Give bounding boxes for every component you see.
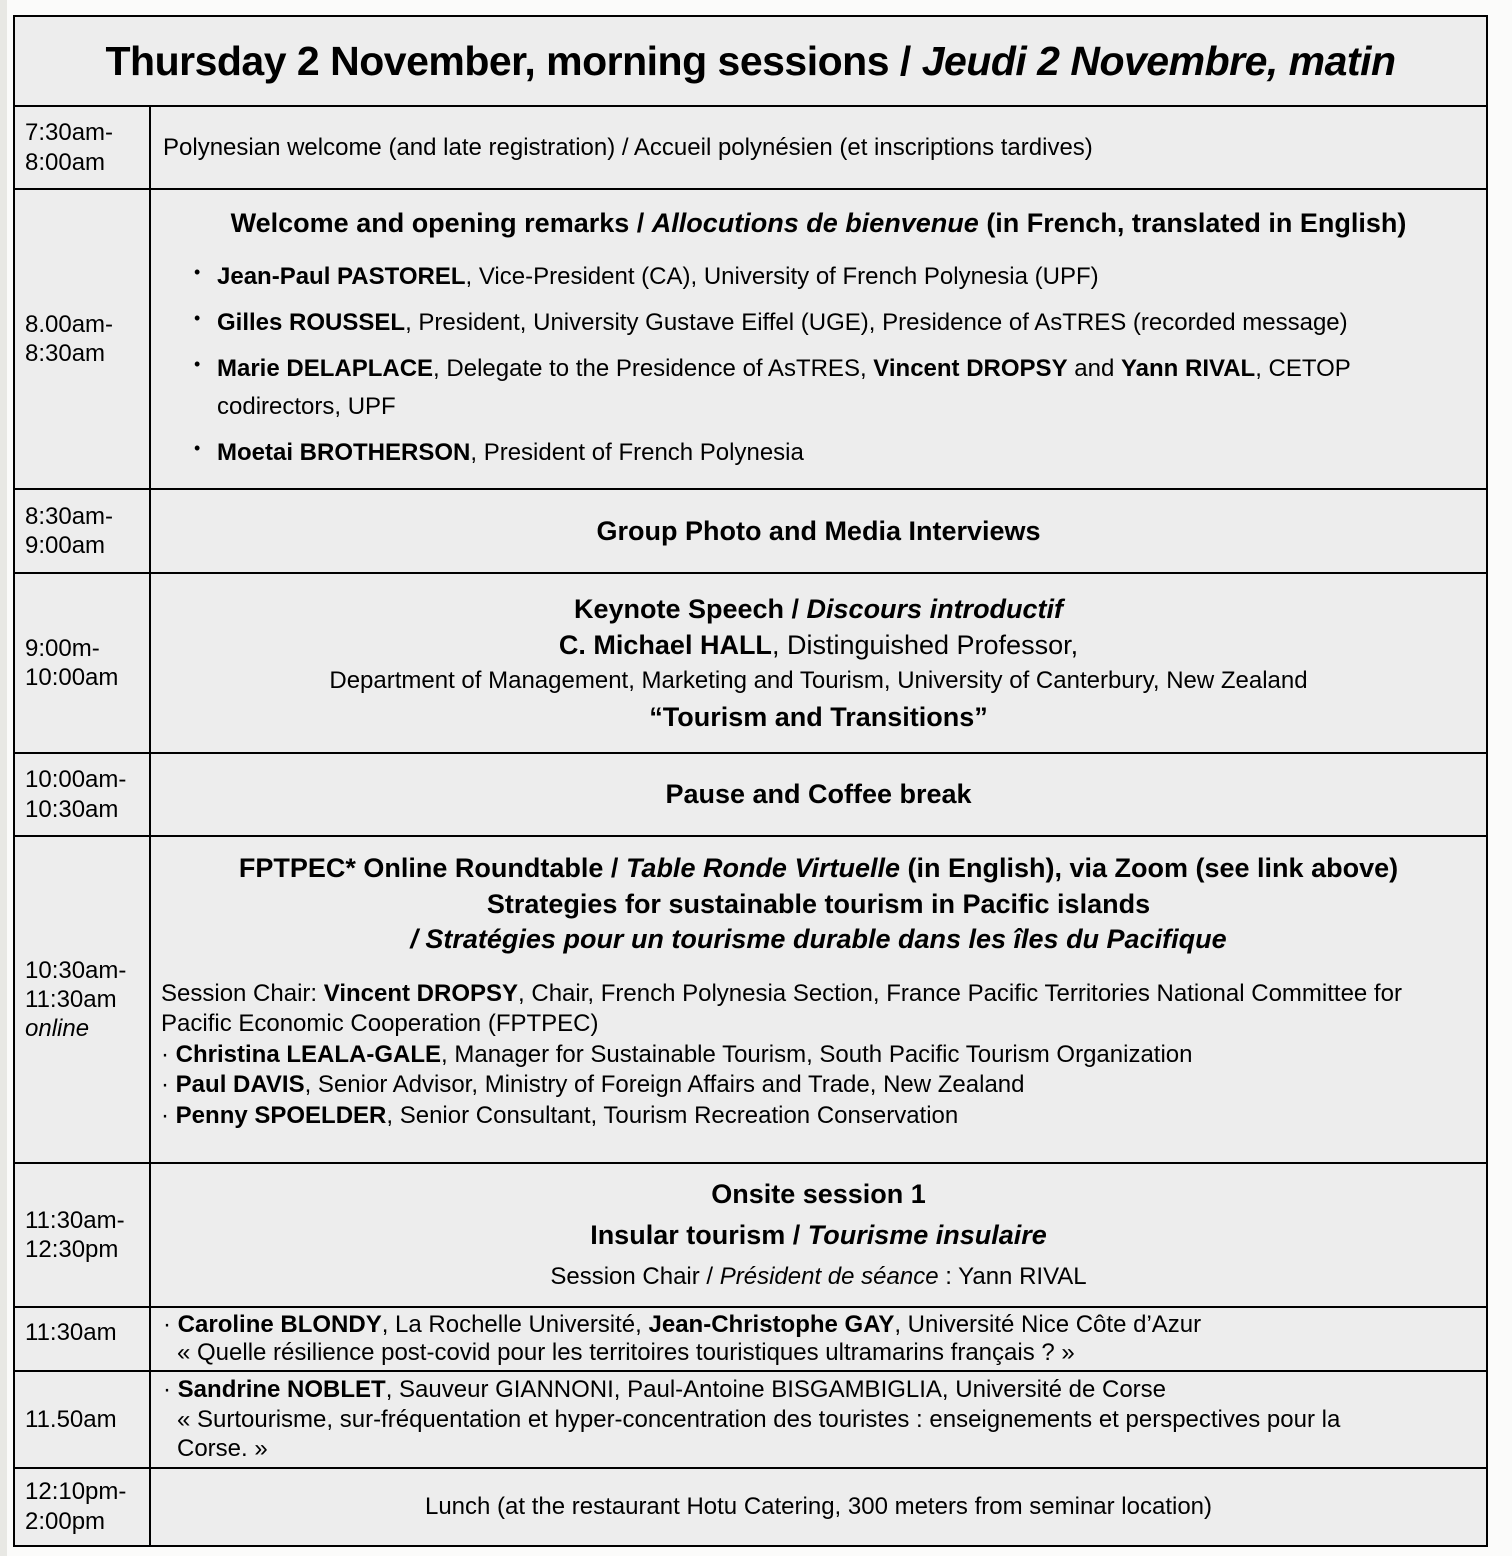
speaker-role: , Vice-President (CA), University of French Polynesia (UPF): [465, 263, 1099, 291]
time-line: 11.50am: [25, 1405, 117, 1433]
session-title: [167, 206, 1470, 241]
chair-label-en: Session Chair /: [550, 1262, 720, 1290]
time-line: 12:30pm: [25, 1236, 119, 1264]
time-cell: [15, 1372, 151, 1467]
time-line: 7:30am-: [25, 119, 114, 147]
author-affiliation: , La Rochelle Université,: [381, 1311, 649, 1339]
time-cell: [15, 490, 151, 572]
session-title-note: (in French, translated in English): [978, 208, 1407, 238]
keynote-title: [163, 591, 1474, 627]
event-cell: [151, 1164, 1486, 1306]
row-opening-remarks: [15, 188, 1486, 488]
time-cell: [15, 107, 151, 188]
event-cell: [151, 574, 1486, 752]
author-name: Caroline BLONDY: [177, 1311, 382, 1339]
bullet-dot: ·: [161, 1040, 176, 1068]
page-edge: [0, 0, 7, 1556]
paper-title: [163, 1405, 1474, 1464]
speaker-item: [217, 350, 1470, 424]
time-line: 10:00am-: [25, 766, 127, 794]
page-title-french: Jeudi 2 Novembre, matin: [921, 37, 1396, 84]
time-line: 10:00am: [25, 664, 119, 692]
time-note-online: online: [25, 1015, 90, 1043]
speaker-item: [217, 258, 1470, 295]
bullet-dot: ·: [163, 1311, 178, 1339]
event-cell: [151, 837, 1486, 1162]
event-cell: [151, 107, 1486, 188]
time-cell: [15, 1308, 151, 1370]
speaker-role-wrap: codirectors, UPF: [217, 392, 396, 420]
time-line: 11:30am: [25, 1319, 117, 1347]
speaker-name: C. Michael HALL: [558, 630, 772, 661]
speaker-name: Penny SPOELDER: [175, 1101, 387, 1129]
session-title-fr: Allocutions de bienvenue: [651, 208, 979, 238]
speaker-role: , Manager for Sustainable Tourism, South Pacific Tourism Organization: [441, 1040, 1193, 1068]
chair-label-fr: Président de séance: [719, 1262, 939, 1290]
speaker-role: , President, University Gustave Eiffel (UGE), Presidence of AsTRES (recorded message): [405, 309, 1348, 337]
session-title-en: Welcome and opening remarks /: [230, 208, 652, 238]
author-affiliation: , Sauveur GIANNONI, Paul-Antoine BISGAMBIGLIA, Université de Corse: [385, 1376, 1167, 1404]
row-keynote: [15, 572, 1486, 752]
time-line: 2:00pm: [25, 1507, 106, 1535]
session-title-note: (in English), via Zoom (see link above): [900, 853, 1399, 884]
bullet-dot: ·: [163, 1376, 178, 1404]
speaker-line: [161, 1101, 1476, 1131]
row-polynesian-welcome: [15, 105, 1486, 188]
session-subtitle-en: Strategies for sustainable tourism in Pacific islands: [486, 888, 1151, 919]
session-details: [161, 979, 1476, 1131]
time-cell: [15, 574, 151, 752]
row-paper-blondy: [15, 1306, 1486, 1370]
speaker-role: , Delegate to the Presidence of AsTRES,: [433, 355, 874, 383]
row-onsite-session-1: [15, 1162, 1486, 1306]
session-title-fr: Table Ronde Virtuelle: [625, 853, 900, 884]
paper-title-line2: Corse. »: [177, 1435, 268, 1463]
speaker-name: Marie DELAPLACE: [217, 355, 434, 383]
session-title-line: [161, 851, 1476, 887]
speaker-name: Jean-Paul PASTOREL: [217, 263, 466, 291]
speaker-line: [161, 1040, 1476, 1070]
schedule-table: [13, 15, 1488, 1547]
paper-title-line1: « Surtourisme, sur-fréquentation et hyper-concentration des touristes : enseignements et perspectives pour la: [177, 1405, 1341, 1433]
time-line: 12:10pm-: [25, 1478, 127, 1506]
event-cell: [151, 1372, 1486, 1467]
paper-title: « Quelle résilience post-covid pour les territoires touristiques ultramarins français ? »: [177, 1339, 1075, 1367]
keynote-talk-title: “Tourism and Transitions”: [649, 702, 988, 733]
author-name: Jean-Christophe GAY: [648, 1311, 895, 1339]
page-title: [105, 38, 1395, 85]
session-title-en: FPTPEC* Online Roundtable /: [238, 853, 626, 884]
event-text: Group Photo and Media Interviews: [596, 515, 1041, 546]
time-line: 8:30am: [25, 340, 106, 368]
session-title-en: Insular tourism /: [590, 1219, 808, 1250]
time-cell: [15, 754, 151, 835]
speaker-name: Christina LEALA-GALE: [175, 1040, 442, 1068]
keynote-title-en: Keynote Speech /: [573, 594, 807, 625]
session-number: Onsite session 1: [711, 1178, 926, 1209]
time-line: 10:30am-: [25, 956, 127, 984]
speaker-name: Gilles ROUSSEL: [217, 309, 406, 337]
chair-role: , Chair, French Polynesia Section, France Pacific Territories National Committee for Pacific Economic Cooperation (FPTPEC): [161, 979, 1402, 1038]
time-line: 11:30am: [25, 985, 117, 1013]
row-lunch: [15, 1467, 1486, 1545]
event-cell: [151, 1469, 1486, 1545]
speaker-line: [161, 1070, 1476, 1100]
speaker-item: [217, 434, 1470, 471]
table-header-row: [15, 17, 1486, 105]
chair-name: : Yann RIVAL: [938, 1262, 1087, 1290]
session-title: [161, 851, 1476, 958]
speaker-list: [167, 258, 1470, 471]
event-cell: [151, 490, 1486, 572]
event-text: Polynesian welcome (and late registration) / Accueil polynésien (et inscriptions tardives): [163, 133, 1093, 161]
speaker-role: , Senior Advisor, Ministry of Foreign Affairs and Trade, New Zealand: [304, 1071, 1025, 1099]
author-name: Sandrine NOBLET: [177, 1376, 386, 1404]
keynote-title-fr: Discours introductif: [806, 594, 1064, 625]
author-affiliation: , Université Nice Côte d’Azur: [894, 1311, 1202, 1339]
event-text: Lunch (at the restaurant Hotu Catering, 300 meters from seminar location): [424, 1492, 1213, 1520]
time-cell: [15, 837, 151, 1162]
bullet-dot: ·: [161, 1101, 176, 1129]
row-paper-noblet: [15, 1370, 1486, 1467]
chair-label: Session Chair:: [161, 979, 324, 1007]
keynote-speaker: [163, 627, 1474, 663]
speaker-name: Moetai BROTHERSON: [217, 438, 471, 466]
speaker-role: , CETOP: [1255, 355, 1351, 383]
time-line: 11:30am-: [25, 1206, 125, 1234]
page-title-english: Thursday 2 November, morning sessions /: [105, 37, 922, 84]
event-cell: [151, 754, 1486, 835]
time-line: 8.00am-: [25, 310, 114, 338]
event-text: Pause and Coffee break: [665, 779, 972, 810]
speaker-name: Yann RIVAL: [1120, 355, 1256, 383]
time-line: 9:00m-: [25, 634, 100, 662]
time-line: 9:00am: [25, 532, 106, 560]
row-group-photo: [15, 488, 1486, 572]
session-chair-line: [161, 979, 1476, 1040]
chair-name: Vincent DROPSY: [323, 979, 519, 1007]
time-line: 10:30am: [25, 795, 119, 823]
speaker-name: Paul DAVIS: [175, 1071, 305, 1099]
paper-authors-line: [163, 1375, 1474, 1405]
session-title-fr: Tourisme insulaire: [807, 1219, 1047, 1250]
session-subtitle-fr: / Stratégies pour un tourisme durable dans les îles du Pacifique: [410, 924, 1227, 955]
time-cell: [15, 1164, 151, 1306]
speaker-role: , Distinguished Professor,: [771, 630, 1079, 661]
speaker-name: Vincent DROPSY: [873, 355, 1068, 383]
time-line: 8:30am-: [25, 502, 114, 530]
paper-authors-line: [163, 1311, 1474, 1339]
row-online-roundtable: [15, 835, 1486, 1162]
speaker-affiliation: Department of Management, Marketing and Tourism, University of Canterbury, New Zealand: [329, 667, 1308, 695]
speaker-role: , President of French Polynesia: [470, 438, 804, 466]
bullet-dot: ·: [161, 1071, 176, 1099]
time-cell: [15, 1469, 151, 1545]
session-chair-line: [163, 1256, 1474, 1297]
speaker-item: [217, 304, 1470, 341]
time-line: 8:00am: [25, 148, 106, 176]
time-cell: [15, 190, 151, 488]
event-cell: [151, 1308, 1486, 1370]
speaker-role: and: [1067, 355, 1121, 383]
row-coffee-break: [15, 752, 1486, 835]
event-cell: [151, 190, 1486, 488]
speaker-role: , Senior Consultant, Tourism Recreation Conservation: [386, 1101, 959, 1129]
session-title: [163, 1215, 1474, 1256]
